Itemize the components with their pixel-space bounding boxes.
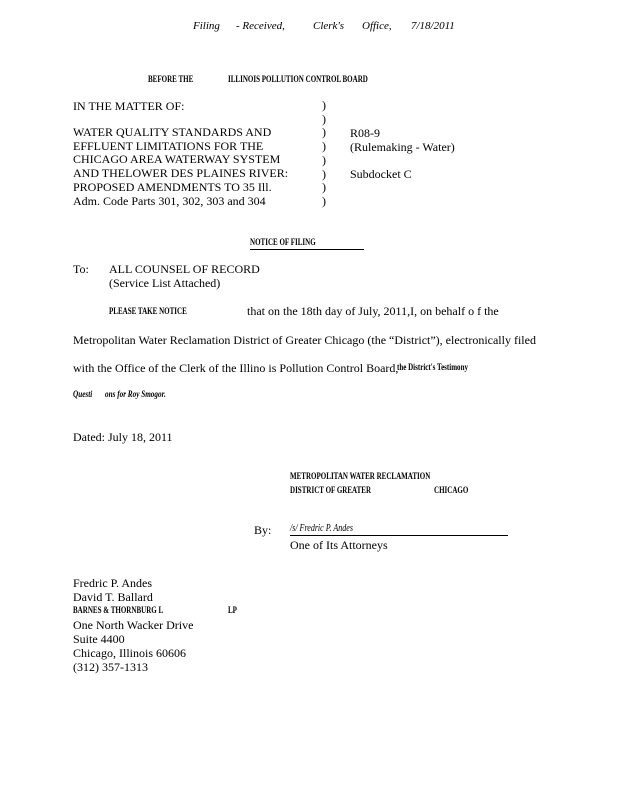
paren: ): [322, 193, 326, 208]
header-filing: Filing: [193, 20, 220, 32]
firm-name-a: BARNES & THORNBURG L: [73, 605, 164, 615]
org-line-2a: DISTRICT OF GREATER: [290, 485, 372, 495]
caption-line: WATER QUALITY STANDARDS AND: [73, 125, 272, 139]
paren: ): [322, 111, 326, 126]
firm-name-b: LP: [228, 605, 237, 615]
org-line-2b: CHICAGO: [434, 485, 469, 495]
attorney-name-1: Fredric P. Andes: [73, 576, 152, 590]
body-line-1: that on the 18th day of July, 2011,I, on behalf o f the: [247, 304, 499, 318]
caption-block: [73, 126, 288, 208]
dated: Dated: July 18, 2011: [73, 430, 173, 444]
attorney-name-2: David T. Ballard: [73, 590, 153, 604]
to-recipient: ALL COUNSEL OF RECORD: [109, 262, 260, 276]
before-the: BEFORE THE: [148, 74, 194, 84]
header-office: Office,: [362, 20, 392, 32]
address-city: Chicago, Illinois 60606: [73, 646, 186, 660]
header-clerks: Clerk's: [313, 20, 345, 32]
address-line-1: One North Wacker Drive: [73, 618, 194, 632]
phone: (312) 357-1313: [73, 660, 148, 674]
notice-title: NOTICE OF FILING: [250, 237, 316, 247]
in-the-matter: IN THE MATTER OF:: [73, 99, 185, 113]
caption-line: Adm. Code Parts 301, 302, 303 and 304: [73, 193, 266, 208]
paren: ): [322, 125, 326, 140]
signature-role: One of Its Attorneys: [290, 538, 388, 552]
caption-line: CHICAGO AREA WATERWAY SYSTEM: [73, 152, 281, 167]
paren: ): [322, 139, 326, 154]
body-line-4a: Questi: [73, 389, 93, 399]
body-line-3b: the District's Testimony: [397, 362, 468, 372]
to-label: To:: [73, 262, 89, 276]
paren: ): [322, 180, 326, 195]
body-line-4b: ons for Roy Smogor.: [105, 389, 166, 399]
signature-line: [290, 522, 508, 536]
board-name: ILLINOIS POLLUTION CONTROL BOARD: [228, 74, 368, 84]
by-label: By:: [254, 523, 272, 537]
header-received: - Received,: [236, 20, 285, 32]
header-date: 7/18/2011: [411, 20, 455, 32]
paren: ): [322, 98, 326, 112]
paren: ): [322, 166, 326, 181]
org-line-1: METROPOLITAN WATER RECLAMATION: [290, 471, 431, 481]
caption-line: AND THELOWER DES PLAINES RIVER:: [73, 166, 289, 181]
to-service: (Service List Attached): [109, 276, 221, 290]
address-line-2: Suite 4400: [73, 632, 125, 646]
signature-text: /s/ Fredric P. Andes: [290, 523, 353, 534]
docket-type: (Rulemaking - Water): [350, 140, 455, 154]
caption-line: PROPOSED AMENDMENTS TO 35 Ill.: [73, 179, 272, 194]
notice-title-underline: [250, 237, 364, 250]
body-line-2: Metropolitan Water Reclamation District of Greater Chicago (the “District”), electronically filed: [73, 333, 536, 347]
please-take-notice: PLEASE TAKE NOTICE: [109, 306, 187, 316]
subdocket: Subdocket C: [350, 167, 412, 181]
body-line-3: with the Office of the Clerk of the Illino is Pollution Control Board,: [73, 361, 399, 375]
paren-column: [322, 99, 326, 209]
paren: ): [322, 152, 326, 167]
caption-line: EFFLUENT LIMITATIONS FOR THE: [73, 138, 264, 153]
docket-number: R08-9: [350, 126, 380, 140]
